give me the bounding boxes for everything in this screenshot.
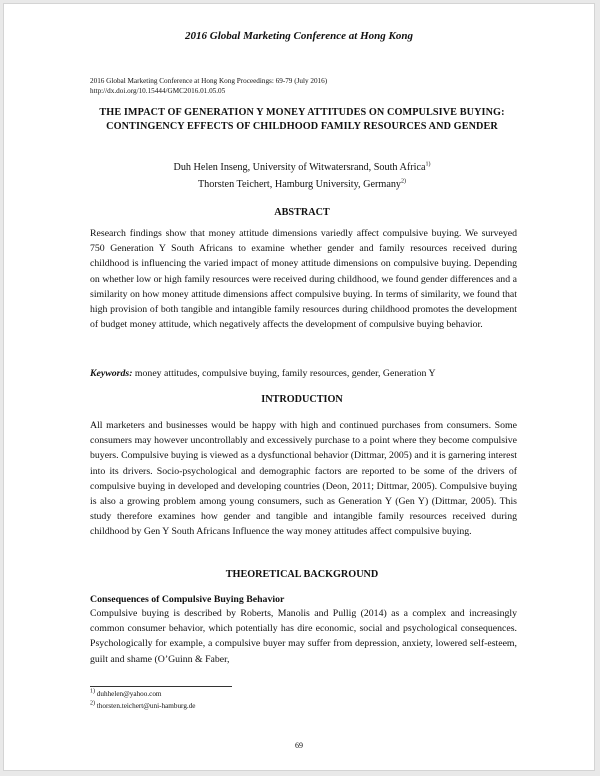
footnote-mark: 2) — [90, 700, 95, 707]
theoretical-background-heading: THEORETICAL BACKGROUND — [225, 569, 379, 580]
subsection-heading: Consequences of Compulsive Buying Behavior — [90, 594, 285, 605]
proceedings-line: 2016 Global Marketing Conference at Hong Kong Proceedings: 69-79 (July 2016) — [90, 77, 328, 85]
doi-link[interactable]: http://dx.doi.org/10.15444/GMC2016.01.05.05 — [90, 87, 226, 95]
abstract-heading: ABSTRACT — [274, 207, 330, 218]
introduction-heading: INTRODUCTION — [261, 394, 343, 405]
running-header: 2016 Global Marketing Conference at Hong Kong — [185, 30, 413, 42]
author-line — [90, 161, 514, 175]
author-line — [90, 178, 514, 192]
abstract-body: Research findings show that money attitude dimensions variedly affect compulsive buying. We surveyed 750 Generation Y South Africans to examine whether gender and family resources received during childhood is influencing the varied impact of money attitude dimensions on compulsive buying. Depending on whether low or high family resources were received during childhood, we found gender differences and a similarity on how money attitude dimensions affect compulsive buying. In terms of similarity, we found that high provision of both tangible and intangible family resources during childhood promotes the development of budget money attitude, which negatively affects the development of compulsive buying behavior. — [90, 228, 517, 331]
keywords — [90, 367, 517, 381]
page-number: 69 — [295, 741, 303, 750]
keywords-text: money attitudes, compulsive buying, family resources, gender, Generation Y — [132, 368, 436, 379]
footnote-email[interactable]: duhhelen@yahoo.com — [95, 690, 162, 698]
footnote-divider — [90, 686, 232, 687]
footnote — [90, 689, 162, 699]
proceedings-citation — [90, 76, 327, 96]
document-page — [3, 3, 595, 771]
paper-title: THE IMPACT OF GENERATION Y MONEY ATTITUDES ON COMPULSIVE BUYING: CONTINGENCY EFFECTS OF CHILDHOOD FAMILY RESOURCES AND GENDER — [99, 107, 505, 132]
footnote-mark: 2) — [401, 178, 407, 185]
keywords-label: Keywords: — [90, 368, 133, 379]
theoretical-background-body: Compulsive buying is described by Roberts, Manolis and Pullig (2014) as a complex and increasingly common consumer behavior, which potentially has dire economic, social and psychological consequences. Psychologically for example, a compulsive buyer may suffer from depression, anxiety, lowered self-esteem, guilt and shame (O’Guinn & Faber, — [90, 608, 517, 665]
introduction-body: All marketers and businesses would be happy with high and continued purchases from consumers. Some consumers may however uncontrollably and excessively purchase to a point where they become compulsive buyers. Compulsive buying is viewed as a dysfunctional behavior (Dittmar, 2005) and it is garnering interest into its drivers. Socio-psychological and demographic factors are reported to be some of the drivers of compulsive buying in developed and developing countries (Deon, 2011; Dittmar, 2005). Compulsive buying is also a growing problem among young consumers, such as Generation Y (Gen Y) (Dittmar, 2005). This study therefore examines how gender and tangible and intangible family resources received during childhood by Gen Y South Africans Influence the way money attitudes affect compulsive buying. — [90, 420, 517, 538]
author-name: Thorsten Teichert, Hamburg University, Germany — [197, 179, 402, 190]
footnote-email[interactable]: thorsten.teichert@uni-hamburg.de — [95, 702, 196, 710]
author-name: Duh Helen Inseng, University of Witwatersrand, South Africa — [173, 162, 426, 173]
footnote-mark: 1) — [90, 688, 95, 695]
footnote-mark: 1) — [425, 161, 431, 168]
footnote — [90, 701, 196, 711]
